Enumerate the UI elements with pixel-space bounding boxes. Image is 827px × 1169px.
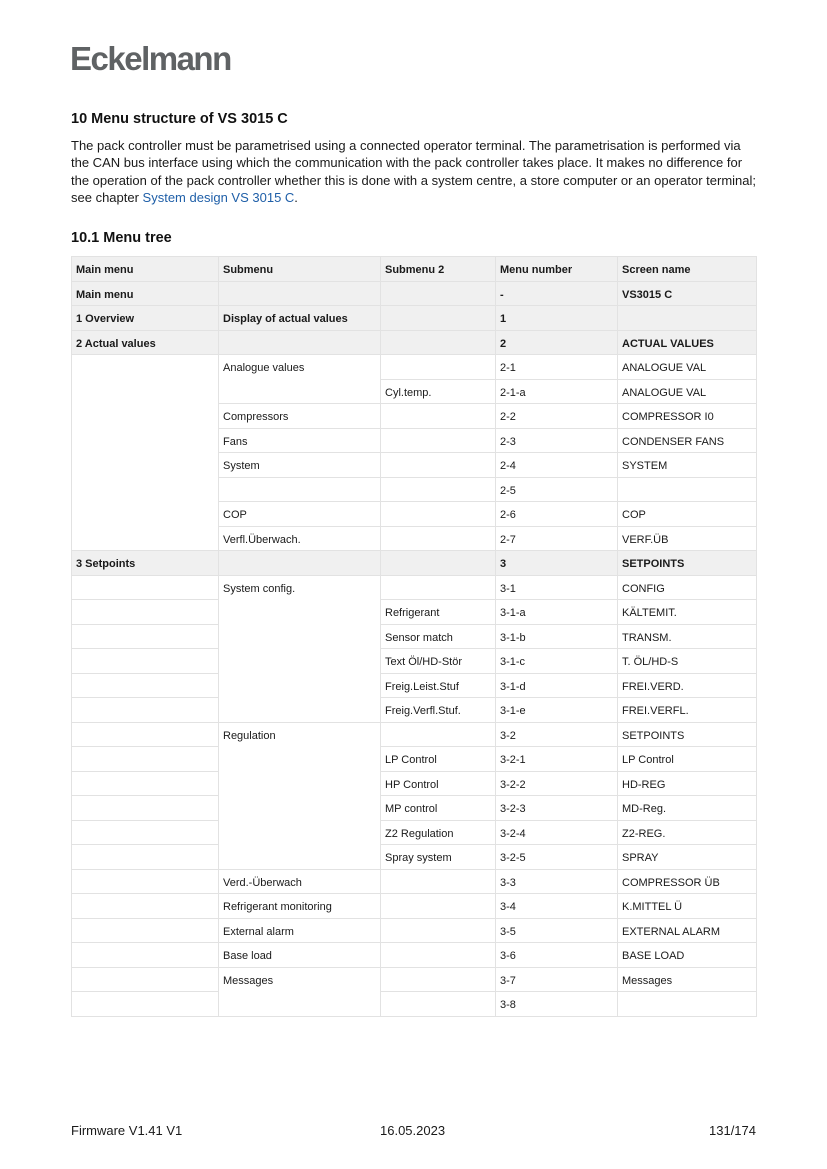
table-row: [72, 943, 757, 968]
cell-screen: FREI.VERD.: [618, 673, 757, 698]
header-submenu: Submenu: [219, 257, 381, 282]
cell-num: 3-2-5: [496, 845, 618, 870]
cell-sub2: [381, 281, 496, 306]
cell-main: Main menu: [72, 281, 219, 306]
table-row: [72, 845, 757, 870]
cell-sub2: Refrigerant: [381, 600, 496, 625]
cell-num: 3-1: [496, 575, 618, 600]
cell-sub2: [381, 428, 496, 453]
table-row: [72, 869, 757, 894]
cell-main: [72, 918, 219, 943]
table-row: [72, 551, 757, 576]
cell-sub2: [381, 330, 496, 355]
cell-sub2: Freig.Leist.Stuf: [381, 673, 496, 698]
cell-num: 3-2-3: [496, 796, 618, 821]
cell-main: [72, 992, 219, 1017]
cell-sub: Analogue values: [219, 355, 381, 404]
cell-sub: COP: [219, 502, 381, 527]
cell-num: 3-1-c: [496, 649, 618, 674]
cell-sub: [219, 477, 381, 502]
cell-num: 3-5: [496, 918, 618, 943]
cell-screen: SETPOINTS: [618, 722, 757, 747]
cell-sub: [219, 330, 381, 355]
cell-sub: Display of actual values: [219, 306, 381, 331]
cell-screen: ANALOGUE VAL: [618, 379, 757, 404]
cell-sub: Regulation: [219, 722, 381, 869]
cell-screen: ACTUAL VALUES: [618, 330, 757, 355]
cell-num: 3-2-2: [496, 771, 618, 796]
cell-sub2: [381, 992, 496, 1017]
cell-screen: TRANSM.: [618, 624, 757, 649]
cell-sub: Fans: [219, 428, 381, 453]
table-row: [72, 600, 757, 625]
cell-sub2: [381, 355, 496, 380]
cell-screen: COMPRESSOR I0: [618, 404, 757, 429]
cell-sub2: Spray system: [381, 845, 496, 870]
cell-sub2: [381, 918, 496, 943]
cell-screen: ANALOGUE VAL: [618, 355, 757, 380]
cell-sub2: [381, 306, 496, 331]
cell-main: 3 Setpoints: [72, 551, 219, 576]
cell-num: 2: [496, 330, 618, 355]
cell-num: 3-1-d: [496, 673, 618, 698]
system-design-link[interactable]: System design VS 3015 C: [142, 190, 295, 206]
cell-sub2: [381, 575, 496, 600]
cell-screen: KÄLTEMIT.: [618, 600, 757, 625]
cell-sub2: [381, 404, 496, 429]
cell-num: 2-1-a: [496, 379, 618, 404]
footer-date: 16.05.2023: [380, 1123, 446, 1138]
table-row: [72, 698, 757, 723]
cell-sub2: [381, 453, 496, 478]
cell-screen: [618, 477, 757, 502]
cell-sub2: [381, 722, 496, 747]
table-row: [72, 747, 757, 772]
cell-num: 3-6: [496, 943, 618, 968]
cell-main: [72, 698, 219, 723]
cell-sub2: [381, 477, 496, 502]
cell-sub: Base load: [219, 943, 381, 968]
cell-main: [72, 796, 219, 821]
table-row: [72, 722, 757, 747]
cell-screen: Z2-REG.: [618, 820, 757, 845]
cell-main: [72, 820, 219, 845]
cell-screen: LP Control: [618, 747, 757, 772]
cell-main: [72, 894, 219, 919]
cell-screen: [618, 992, 757, 1017]
cell-screen: VS3015 C: [618, 281, 757, 306]
table-row: [72, 624, 757, 649]
cell-screen: FREI.VERFL.: [618, 698, 757, 723]
company-logo: Eckelmann: [70, 40, 231, 77]
header-screen-name: Screen name: [618, 257, 757, 282]
table-row: [72, 771, 757, 796]
cell-sub2: [381, 526, 496, 551]
cell-num: -: [496, 281, 618, 306]
cell-screen: T. ÖL/HD-S: [618, 649, 757, 674]
cell-sub: [219, 281, 381, 306]
table-row: [72, 967, 757, 992]
cell-sub: External alarm: [219, 918, 381, 943]
cell-sub2: [381, 894, 496, 919]
cell-sub2: [381, 502, 496, 527]
menu-tree-table: [71, 256, 757, 1017]
cell-sub: System: [219, 453, 381, 478]
cell-num: 2-1: [496, 355, 618, 380]
table-row: [72, 306, 757, 331]
section-heading: 10 Menu structure of VS 3015 C: [71, 111, 288, 127]
cell-main: [72, 575, 219, 600]
cell-screen: CONDENSER FANS: [618, 428, 757, 453]
cell-main: 1 Overview: [72, 306, 219, 331]
cell-screen: K.MITTEL Ü: [618, 894, 757, 919]
table-row: [72, 820, 757, 845]
cell-screen: COP: [618, 502, 757, 527]
cell-sub2: MP control: [381, 796, 496, 821]
cell-num: 2-4: [496, 453, 618, 478]
cell-main: [72, 771, 219, 796]
cell-num: 3-4: [496, 894, 618, 919]
cell-num: 1: [496, 306, 618, 331]
cell-sub: Compressors: [219, 404, 381, 429]
intro-text: The pack controller must be parametrised using a connected operator terminal. The parametrisation is performed via the CAN bus interface using which the communication with the pack controller takes place. It makes no difference for the operation of the pack controller whether this is done with a system centre, a store computer or an operator terminal; see chapter: [71, 138, 757, 206]
cell-sub2: Text Öl/HD-Stör: [381, 649, 496, 674]
cell-num: 3: [496, 551, 618, 576]
cell-sub: System config.: [219, 575, 381, 722]
cell-num: 3-3: [496, 869, 618, 894]
cell-num: 2-7: [496, 526, 618, 551]
cell-sub2: [381, 943, 496, 968]
cell-sub2: Cyl.temp.: [381, 379, 496, 404]
cell-sub: Verd.-Überwach: [219, 869, 381, 894]
cell-screen: EXTERNAL ALARM: [618, 918, 757, 943]
cell-sub2: Sensor match: [381, 624, 496, 649]
cell-num: 3-7: [496, 967, 618, 992]
cell-screen: Messages: [618, 967, 757, 992]
cell-screen: [618, 306, 757, 331]
cell-main: [72, 624, 219, 649]
cell-main: [72, 869, 219, 894]
cell-main: [72, 722, 219, 747]
cell-sub: Refrigerant monitoring: [219, 894, 381, 919]
table-row: [72, 649, 757, 674]
cell-main: [72, 967, 219, 992]
table-row: [72, 281, 757, 306]
cell-main: [72, 600, 219, 625]
cell-screen: VERF.ÜB: [618, 526, 757, 551]
cell-screen: BASE LOAD: [618, 943, 757, 968]
cell-screen: MD-Reg.: [618, 796, 757, 821]
cell-sub2: [381, 551, 496, 576]
cell-sub2: [381, 967, 496, 992]
cell-num: 3-2-4: [496, 820, 618, 845]
cell-main: 2 Actual values: [72, 330, 219, 355]
header-menu-number: Menu number: [496, 257, 618, 282]
table-row: [72, 796, 757, 821]
subsection-heading: 10.1 Menu tree: [71, 230, 172, 246]
header-submenu-2: Submenu 2: [381, 257, 496, 282]
cell-sub2: LP Control: [381, 747, 496, 772]
cell-main: [72, 747, 219, 772]
table-row: [72, 330, 757, 355]
cell-main: [72, 355, 219, 551]
table-row: [72, 894, 757, 919]
footer-page-number: 131/174: [709, 1123, 756, 1138]
cell-num: 3-1-e: [496, 698, 618, 723]
cell-num: 3-8: [496, 992, 618, 1017]
cell-num: 2-5: [496, 477, 618, 502]
cell-num: 2-2: [496, 404, 618, 429]
cell-screen: HD-REG: [618, 771, 757, 796]
cell-screen: SYSTEM: [618, 453, 757, 478]
cell-screen: CONFIG: [618, 575, 757, 600]
cell-sub: [219, 551, 381, 576]
intro-paragraph: [71, 137, 761, 207]
cell-sub2: Freig.Verfl.Stuf.: [381, 698, 496, 723]
table-row: [72, 355, 757, 380]
cell-sub2: Z2 Regulation: [381, 820, 496, 845]
cell-num: 3-2: [496, 722, 618, 747]
intro-suffix: .: [294, 190, 298, 206]
table-header-row: [72, 257, 757, 282]
cell-num: 3-1-b: [496, 624, 618, 649]
cell-screen: SPRAY: [618, 845, 757, 870]
cell-main: [72, 649, 219, 674]
cell-sub2: HP Control: [381, 771, 496, 796]
cell-sub: Messages: [219, 967, 381, 1016]
table-row: [72, 575, 757, 600]
table-row: [72, 918, 757, 943]
cell-main: [72, 845, 219, 870]
cell-sub2: [381, 869, 496, 894]
footer-firmware: Firmware V1.41 V1: [71, 1123, 183, 1138]
cell-main: [72, 943, 219, 968]
table-row: [72, 673, 757, 698]
cell-main: [72, 673, 219, 698]
cell-sub: Verfl.Überwach.: [219, 526, 381, 551]
cell-screen: SETPOINTS: [618, 551, 757, 576]
header-main-menu: Main menu: [72, 257, 219, 282]
cell-num: 2-3: [496, 428, 618, 453]
cell-num: 3-2-1: [496, 747, 618, 772]
cell-screen: COMPRESSOR ÜB: [618, 869, 757, 894]
cell-num: 3-1-a: [496, 600, 618, 625]
table-row: [72, 992, 757, 1017]
cell-num: 2-6: [496, 502, 618, 527]
